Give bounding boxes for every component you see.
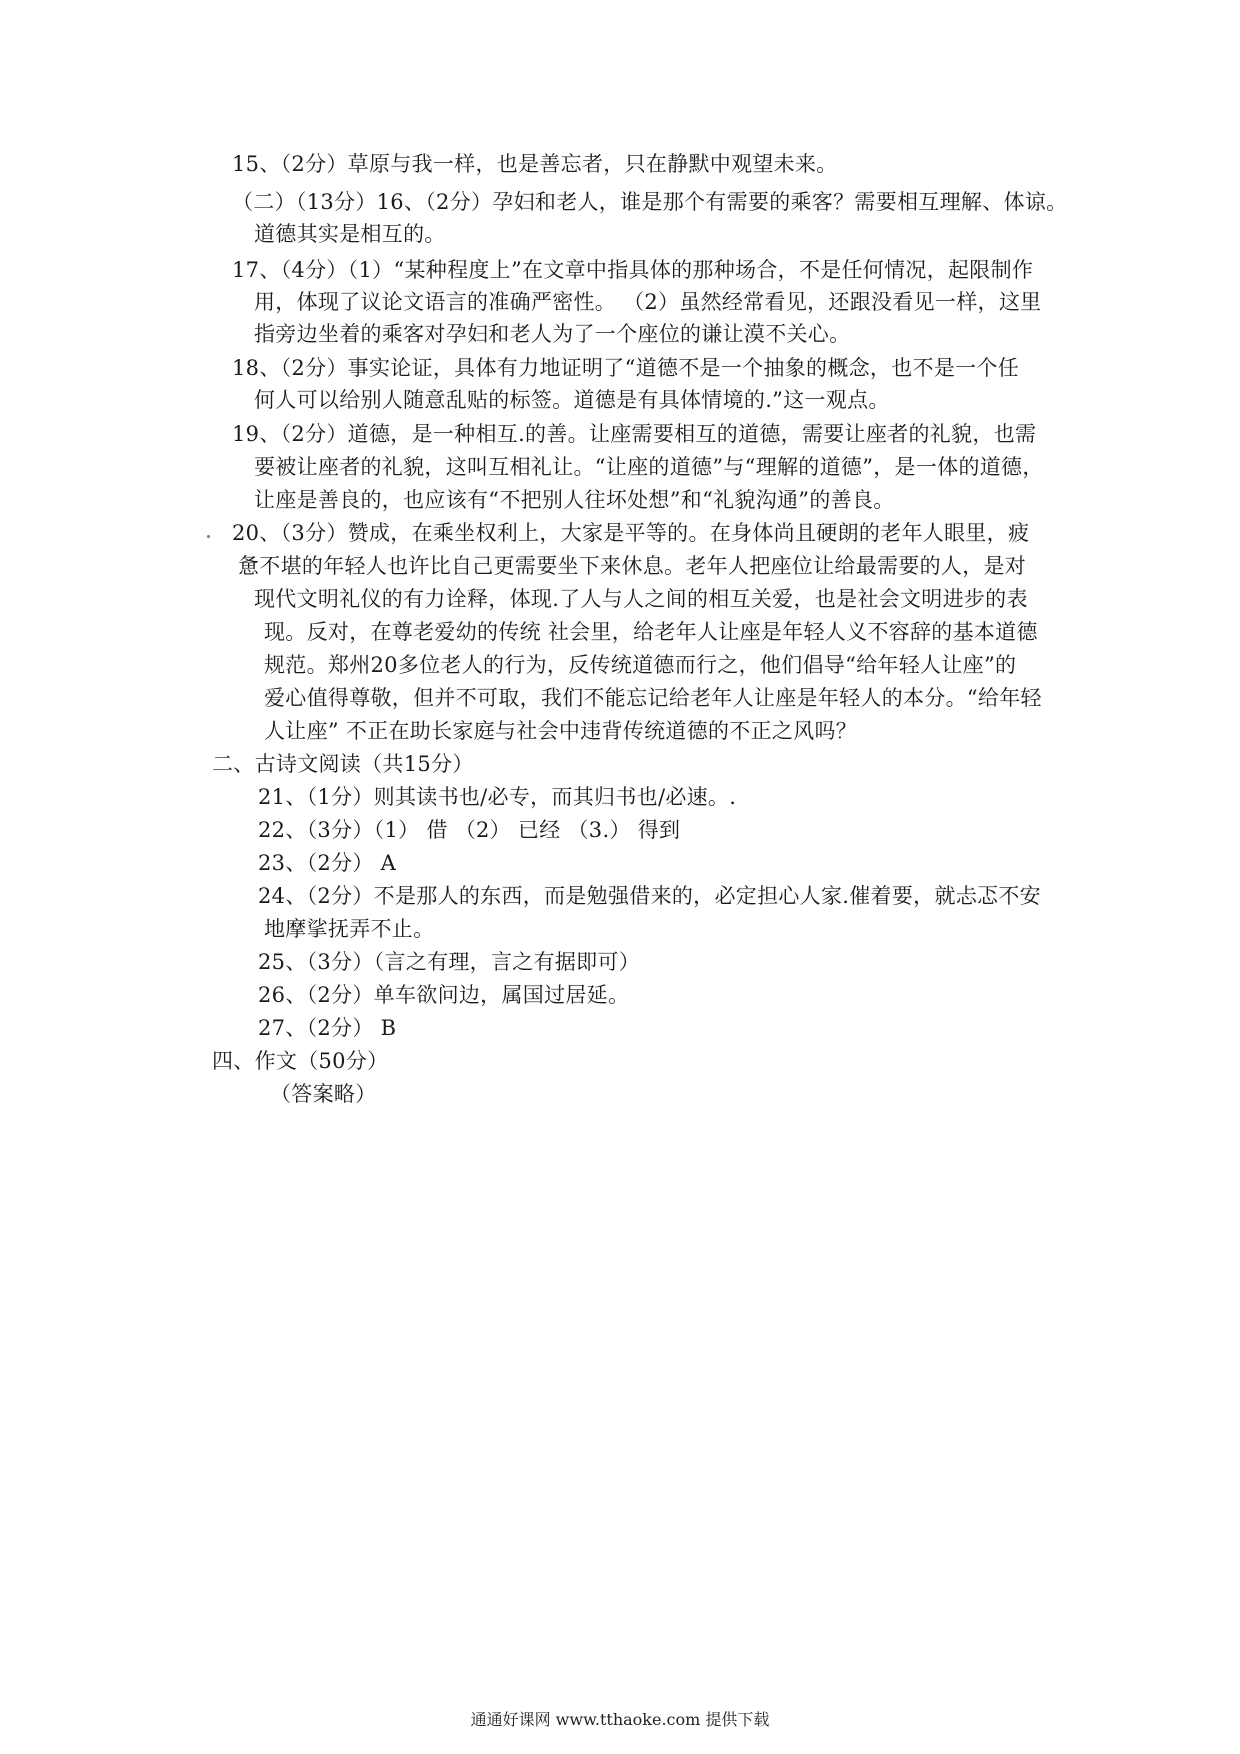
- answer-19-cont-1: 要被让座者的礼貌，这叫互相礼让。“让座的道德”与“理解的道德”，是一体的道德，: [254, 455, 1044, 479]
- answer-19-cont-2: 让座是善良的，也应该有“不把别人往坏处想”和“礼貌沟通”的善良。: [254, 488, 895, 512]
- section-heading-classical: 二、古诗文阅读（共15分）: [212, 752, 474, 776]
- answer-23: 23、（2分） A: [258, 851, 397, 875]
- answer-20-cont-3: 现。反对，在尊老爱幼的传统 社会里，给老年人让座是年轻人义不容辞的基本道德: [264, 620, 1038, 644]
- answer-17-cont-1: 用，体现了议论文语言的准确严密性。 （2）虽然经常看见，还跟没看见一样，这里: [254, 290, 1042, 314]
- answer-20-cont-5: 爱心值得尊敬，但并不可取，我们不能忘记给老年人让座是年轻人的本分。“给年轻: [264, 686, 1042, 710]
- essay-answer-omitted: （答案略）: [270, 1082, 377, 1106]
- answer-26: 26、（2分）单车欲问边，属国过居延。: [258, 983, 630, 1007]
- answer-17: 17、（4分）（1）“某种程度上”在文章中指具体的那种场合，不是任何情况，起限制作: [232, 258, 1034, 282]
- answer-20-cont-6: 人让座” 不正在助长家庭与社会中违背传统道德的不正之风吗？: [264, 719, 858, 743]
- answer-24: 24、（2分）不是那人的东西，而是勉强借来的，必定担心人家.催着要，就忐忑不安: [258, 884, 1041, 908]
- answer-17-cont-2: 指旁边坐着的乘客对孕妇和老人为了一个座位的谦让漠不关心。: [254, 322, 851, 346]
- answer-27: 27、（2分） B: [258, 1016, 397, 1040]
- answer-25: 25、（3分）（言之有理，言之有据即可）: [258, 950, 641, 974]
- answer-22: 22、（3分）（1） 借 （2） 已经 （3.） 得到: [258, 818, 681, 842]
- answer-15: 15、（2分）草原与我一样，也是善忘者，只在静默中观望未来。: [232, 152, 838, 176]
- answer-21: 21、（1分）则其读书也/必专，而其归书也/必速。.: [258, 785, 737, 809]
- ink-speck: [207, 535, 210, 538]
- answer-19: 19、（2分）道德，是一种相互.的善。让座需要相互的道德，需要让座者的礼貌，也需: [232, 422, 1037, 446]
- footer-source: 通通好课网 www.tthaoke.com 提供下载: [470, 1710, 770, 1729]
- answer-24-cont: 地摩挲抚弄不止。: [264, 917, 435, 941]
- answer-18-cont: 何人可以给别人随意乱贴的标签。道德是有具体情境的.”这一观点。: [254, 388, 890, 412]
- answer-20: 20、（3分）赞成，在乘坐权利上，大家是平等的。在身体尚且硬朗的老年人眼里，疲: [232, 521, 1030, 545]
- section-heading-essay: 四、作文（50分）: [212, 1049, 389, 1073]
- answer-20-cont-2: 现代文明礼仪的有力诠释，体现.了人与人之间的相互关爱，也是社会文明进步的表: [254, 587, 1028, 611]
- section-2-answer-16: （二）（13分）16、（2分）孕妇和老人，谁是那个有需要的乘客？需要相互理解、体谅。: [232, 190, 1068, 214]
- answer-16-cont: 道德其实是相互的。: [254, 222, 446, 246]
- answer-20-cont-1: 惫不堪的年轻人也许比自己更需要坐下来休息。老年人把座位让给最需要的人，是对: [238, 554, 1027, 578]
- answer-18: 18、（2分）事实论证，具体有力地证明了“道德不是一个抽象的概念，也不是一个任: [232, 356, 1020, 380]
- answer-20-cont-4: 规范。郑州20多位老人的行为，反传统道德而行之，他们倡导“给年轻人让座”的: [264, 653, 1017, 677]
